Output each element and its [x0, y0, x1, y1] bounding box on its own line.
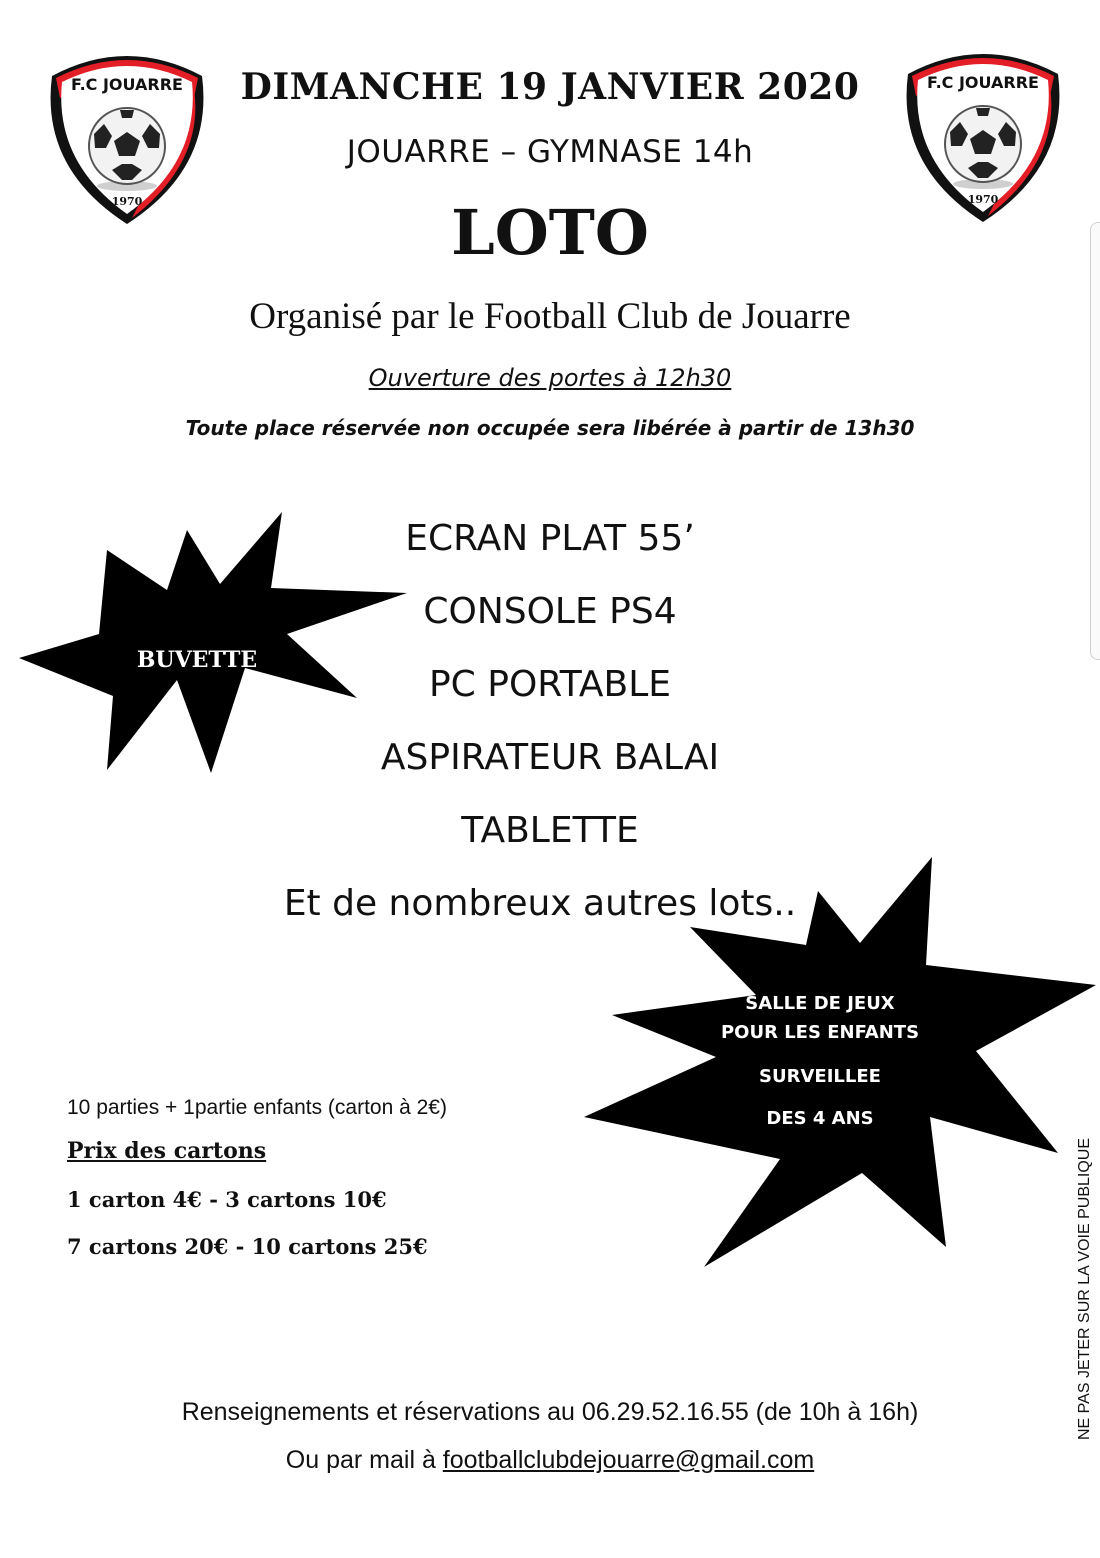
- club-name: F.C JOUARRE: [927, 73, 1039, 92]
- pricing-heading: Prix des cartons: [67, 1138, 267, 1164]
- parties-info: 10 parties + 1partie enfants (carton à 2€): [67, 1096, 447, 1119]
- contact-phone-line: Renseignements et réservations au 06.29.52.16.55 (de 10h à 16h): [181, 1398, 919, 1426]
- price-line: 1 carton 4€ - 3 cartons 10€: [67, 1187, 387, 1212]
- prize-item: ASPIRATEUR BALAI: [380, 737, 720, 778]
- doors-opening: Ouverture des portes à 12h30: [368, 364, 732, 392]
- club-year: 1970: [967, 193, 999, 206]
- kids-area-line: POUR LES ENFANTS: [720, 1022, 920, 1043]
- price-line: 7 cartons 20€ - 10 cartons 25€: [67, 1234, 428, 1259]
- contact-mail-line: [100, 1446, 1000, 1475]
- event-location: JOUARRE – GYMNASE 14h: [346, 134, 754, 170]
- prize-item: CONSOLE PS4: [423, 591, 677, 632]
- kids-area-line: DES 4 ANS: [766, 1108, 874, 1129]
- reservation-notice: Toute place réservée non occupée sera libérée à partir de 13h30: [185, 416, 915, 440]
- email-link[interactable]: footballclubdejouarre@gmail.com: [442, 1446, 815, 1474]
- kids-area-line: SURVEILLEE: [759, 1066, 881, 1087]
- prize-item: TABLETTE: [461, 810, 639, 851]
- club-year: 1970: [111, 195, 143, 208]
- event-date: DIMANCHE 19 JANVIER 2020: [240, 66, 860, 108]
- club-logo-right: [898, 36, 1068, 226]
- club-name: F.C JOUARRE: [71, 75, 183, 94]
- kids-area-line: SALLE DE JEUX: [745, 993, 895, 1014]
- side-scroll-handle[interactable]: [1090, 222, 1100, 660]
- event-title: LOTO: [451, 196, 649, 269]
- buvette-label: BUVETTE: [136, 647, 258, 673]
- organizer-line: Organisé par le Football Club de Jouarre: [249, 296, 851, 337]
- prize-item: PC PORTABLE: [428, 664, 672, 705]
- mail-prefix: Ou par mail à: [285, 1446, 443, 1474]
- prize-item: ECRAN PLAT 55’: [405, 518, 695, 559]
- vertical-disposal-note: NE PAS JETER SUR LA VOIE PUBLIQUE: [1076, 1137, 1093, 1440]
- club-logo-left: [42, 38, 212, 228]
- prize-item: Et de nombreux autres lots..: [283, 883, 797, 924]
